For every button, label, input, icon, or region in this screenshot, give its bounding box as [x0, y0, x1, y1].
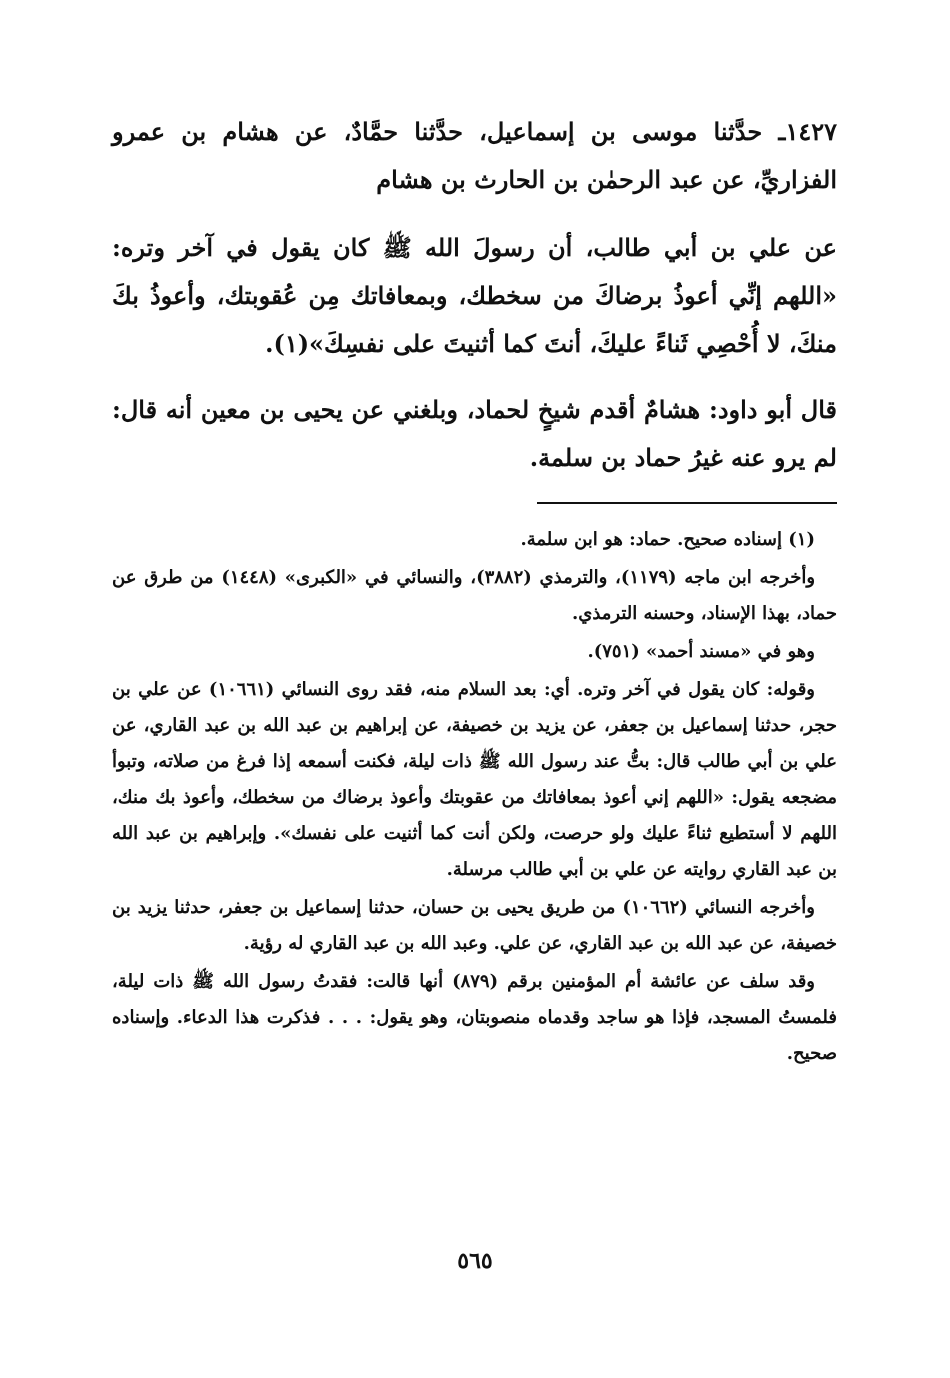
footnote-1: (١) إسناده صحيح. حماد: هو ابن سلمة. — [520, 529, 815, 550]
footnote-paragraph: وقوله: كان يقول في آخر وتره. أي: بعد السلام منه، فقد روى النسائي (١٠٦٦١) عن علي بن حجر، حدثنا إسماعيل بن جعفر، عن يزيد بن خصيفة، عن إبراهيم بن عبد الله بن عبد القاري، عن علي بن أبي طالب قال: بتُّ عند رسول الله ﷺ ذات ليلة، فكنت أسمعه إذا فرغ من صلاته، وتبوأ مضجعه يقول: «اللهم إني أعوذ بمعافاتك من عقوبتك وأعوذ برضاك من سخطك، وأعوذ بك منك، اللهم لا أستطيع ثناءً عليك ولو حرصت، ولكن أنت كما أثنيت على نفسك». وإبراهيم بن عبد الله بن عبد القاري روايته عن علي بن أبي طالب مرسلة. — [112, 679, 837, 880]
abu-dawud-comment: قال أبو داود: هشامٌ أقدم شيخٍ لحماد، وبلغني عن يحيى بن معين أنه قال: لم يرو عنه غيرُ حماد بن سلمة. — [112, 395, 837, 472]
footnote-paragraph: وقد سلف عن عائشة أم المؤمنين برقم (٨٧٩) أنها قالت: فقدتُ رسول الله ﷺ ذات ليلة، فلمستُ المسجد، فإذا هو ساجد وقدماه منصوبتان، وهو يقول: . . . فذكرت هذا الدعاء. وإسناده صحيح. — [112, 971, 837, 1064]
hadith-isnad: ١٤٢٧ـ حدَّثنا موسى بن إسماعيل، حدَّثنا حمَّادٌ، عن هشام بن عمرو الفزاريِّ، عن عبد الرحمٰن بن الحارث بن هشام — [112, 117, 837, 194]
footnote-paragraph: وأخرجه ابن ماجه (١١٧٩)، والترمذي (٣٨٨٢)، والنسائي في «الكبرى» (١٤٤٨) من طرق عن حماد، بهذا الإسناد، وحسنه الترمذي. — [112, 567, 837, 624]
main-text — [112, 108, 837, 482]
page-body — [112, 108, 837, 1074]
footnotes — [112, 522, 837, 1072]
footnote-paragraph: وأخرجه النسائي (١٠٦٦٢) من طريق يحيى بن حسان، حدثنا إسماعيل بن جعفر، حدثنا يزيد بن خصيفة، عن عبد الله بن عبد القاري، عن علي. وعبد الله بن عبد القاري له رؤية. — [112, 897, 837, 954]
separator-line — [537, 502, 837, 504]
hadith-matn: عن علي بن أبي طالب، أن رسولَ الله ﷺ كان يقول في آخر وتره: «اللهم إنِّي أعوذُ برضاكَ من سخطك، وبمعافاتك مِن عُقوبتك، وأعوذُ بكَ منكَ، لا أُحْصِي ثَناءً عليكَ، أنتَ كما أثنيتَ على نفسِكَ»(١). — [112, 233, 837, 358]
page-number: ٥٦٥ — [457, 1248, 493, 1274]
footnote-separator — [112, 482, 837, 522]
footnote-paragraph: وهو في «مسند أحمد» (٧٥١). — [587, 641, 815, 662]
